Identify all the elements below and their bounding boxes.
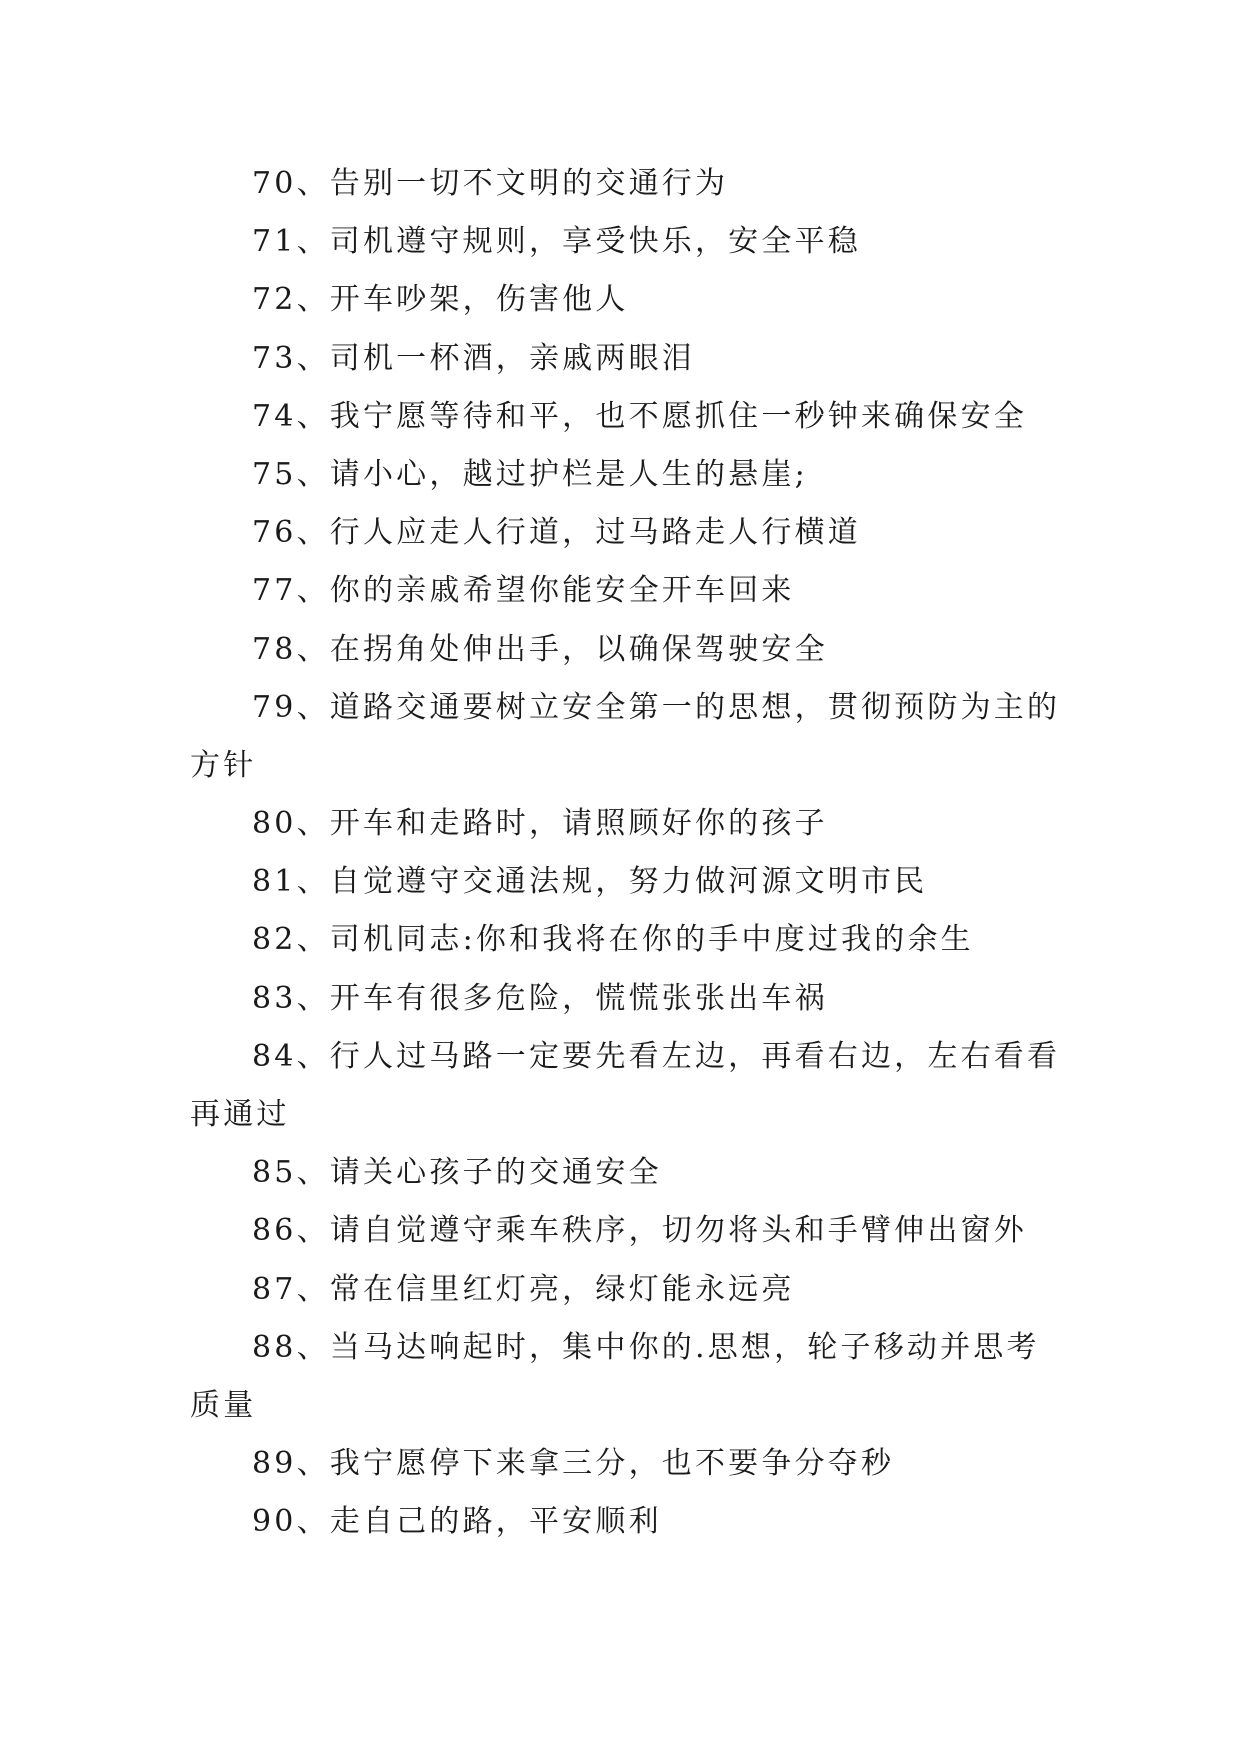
list-item: 85、请关心孩子的交通安全 — [252, 1155, 662, 1191]
list-item: 80、开车和走路时，请照顾好你的孩子 — [252, 806, 828, 842]
list-item: 71、司机遵守规则，享受快乐，安全平稳 — [252, 224, 861, 260]
list-item: 77、你的亲戚希望你能安全开车回来 — [252, 573, 795, 609]
list-item: 87、常在信里红灯亮，绿灯能永远亮 — [252, 1271, 795, 1307]
list-item: 89、我宁愿停下来拿三分，也不要争分夺秒 — [252, 1446, 895, 1482]
list-item-continuation: 再通过 — [190, 1097, 290, 1132]
list-item: 76、行人应走人行道，过马路走人行横道 — [252, 515, 861, 551]
list-item: 75、请小心，越过护栏是人生的悬崖; — [252, 456, 808, 492]
list-item: 82、司机同志:你和我将在你的手中度过我的余生 — [252, 922, 974, 958]
list-item: 86、请自觉遵守乘车秩序，切勿将头和手臂伸出窗外 — [252, 1213, 1027, 1249]
list-item: 84、行人过马路一定要先看左边，再看右边，左右看看 — [252, 1038, 1061, 1074]
list-item: 73、司机一杯酒，亲戚两眼泪 — [252, 340, 695, 376]
list-item: 83、开车有很多危险，慌慌张张出车祸 — [252, 980, 828, 1016]
list-item-continuation: 质量 — [190, 1387, 257, 1423]
list-item: 90、走自己的路，平安顺利 — [252, 1504, 662, 1540]
list-item-continuation: 方针 — [190, 747, 257, 783]
list-item: 72、开车吵架，伤害他人 — [252, 282, 629, 318]
document-body — [190, 155, 1060, 1552]
list-item: 88、当马达响起时，集中你的.思想，轮子移动并思考 — [252, 1329, 1040, 1365]
list-item: 74、我宁愿等待和平，也不愿抓住一秒钟来确保安全 — [252, 398, 1027, 434]
list-item: 78、在拐角处伸出手，以确保驾驶安全 — [252, 631, 828, 667]
list-item: 70、告别一切不文明的交通行为 — [252, 166, 729, 201]
list-item: 79、道路交通要树立安全第一的思想，贯彻预防为主的 — [252, 689, 1061, 725]
list-item: 81、自觉遵守交通法规，努力做河源文明市民 — [252, 864, 928, 900]
